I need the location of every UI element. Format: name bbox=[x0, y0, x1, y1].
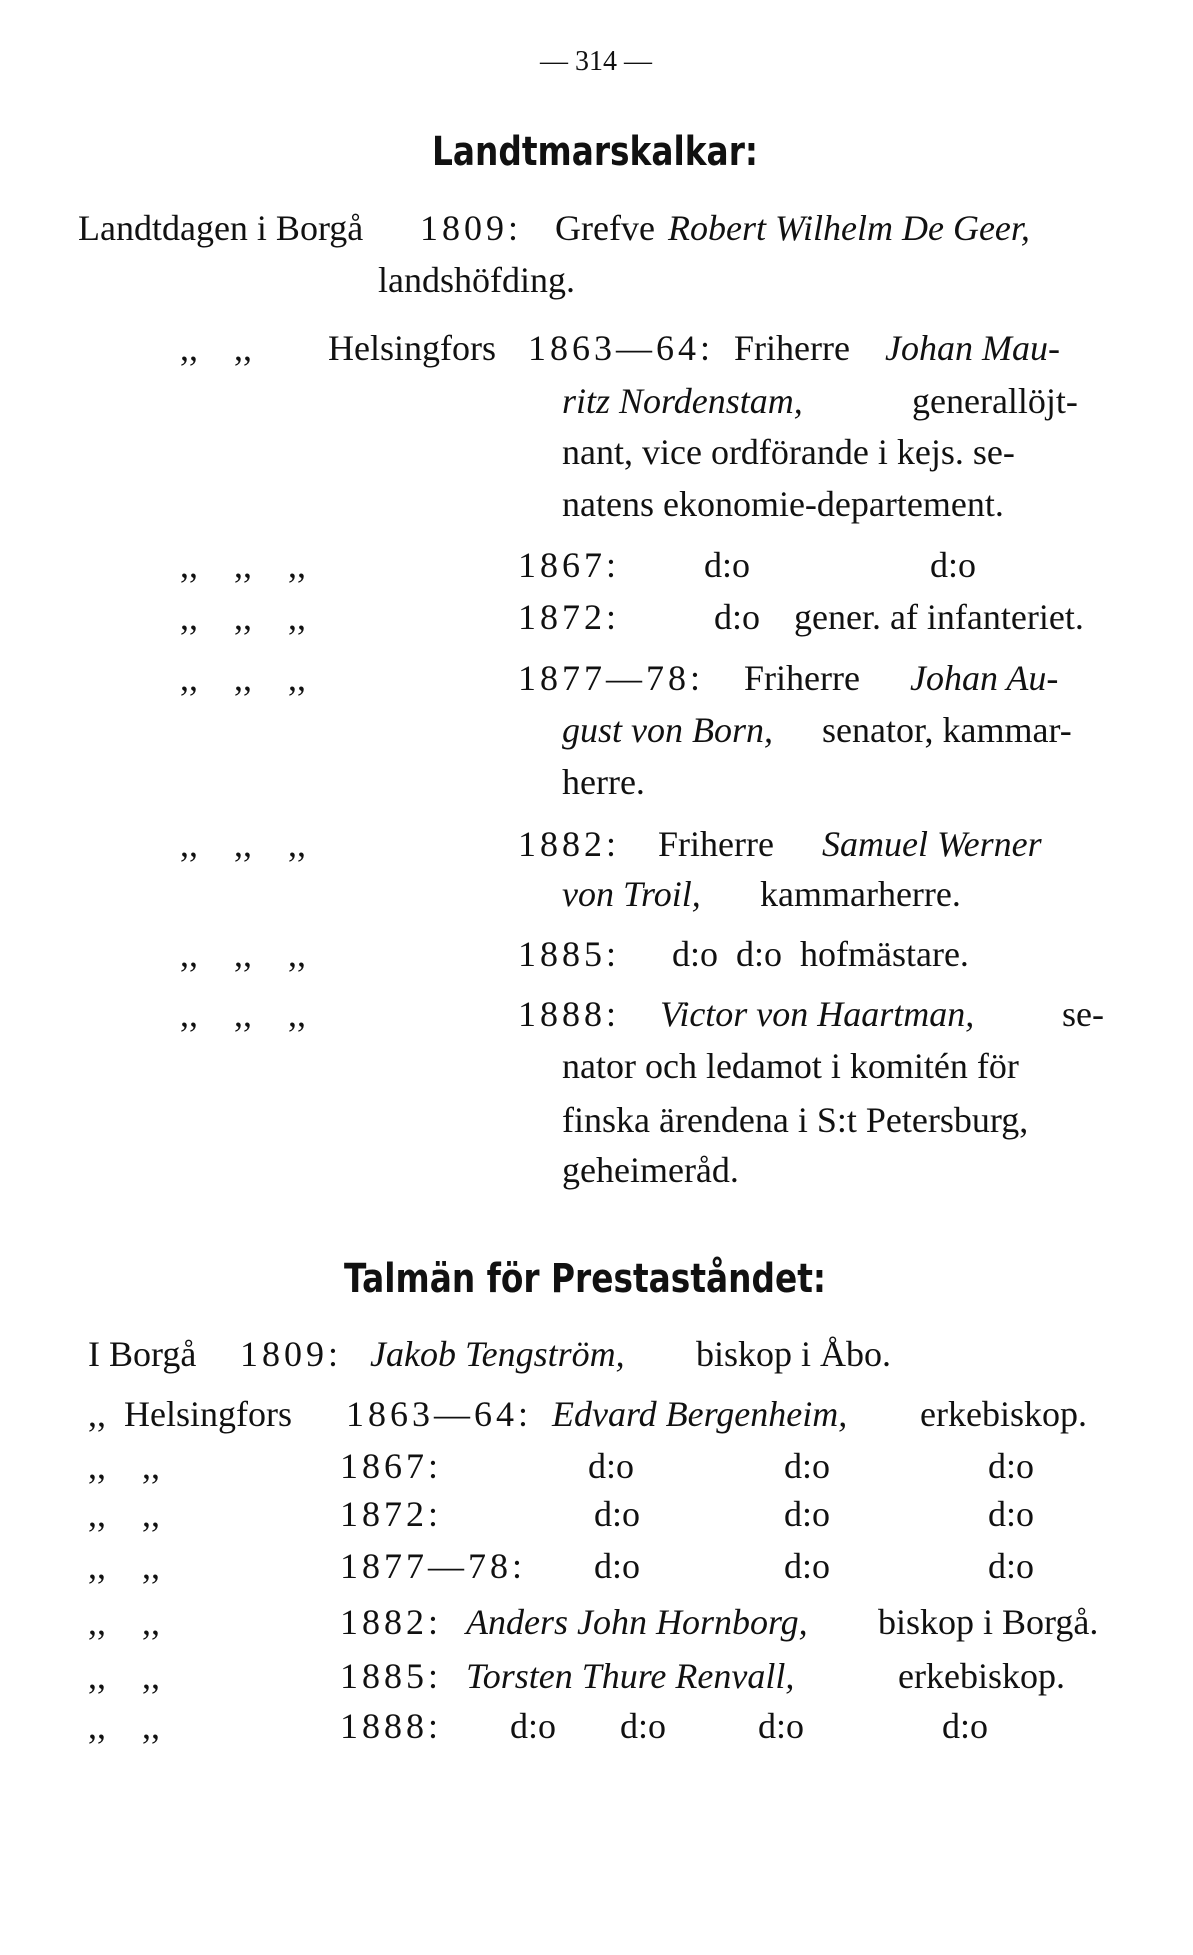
entry-ditto: d:o bbox=[988, 1546, 1035, 1586]
entry-text: natens ekonomie-departement. bbox=[562, 484, 1004, 524]
section-title-talman: Talmän för Prestaståndet: bbox=[344, 1256, 827, 1302]
entry-text: d:o d:o hofmästare. bbox=[672, 934, 969, 974]
entry-date: 1885: bbox=[518, 934, 621, 974]
entry-name: Victor von Haartman, bbox=[660, 994, 975, 1034]
entry-name: ritz Nordenstam, bbox=[562, 381, 803, 421]
entry-ditto: d:o bbox=[988, 1446, 1035, 1486]
entry-date: 1872: bbox=[340, 1494, 443, 1534]
entry-text: geheimeråd. bbox=[562, 1150, 739, 1190]
entry-ditto: d:o bbox=[784, 1494, 831, 1534]
entry-ditto: d:o bbox=[988, 1494, 1035, 1534]
ditto-marks: ,, ,, ,, bbox=[180, 934, 306, 974]
entry-ditto: d:o bbox=[704, 545, 751, 585]
entry-rank: Friherre bbox=[734, 328, 850, 368]
ditto-marks: ,, ,, bbox=[88, 1656, 160, 1696]
entry-text: nant, vice ordförande i kejs. se- bbox=[562, 432, 1015, 472]
entry-text: erkebiskop. bbox=[920, 1394, 1087, 1434]
entry-rank: Grefve bbox=[555, 208, 655, 248]
entry-ditto: d:o bbox=[594, 1546, 641, 1586]
entry-text: nator och ledamot i komitén för bbox=[562, 1046, 1019, 1086]
entry-text: se- bbox=[1062, 994, 1104, 1034]
entry-date: 1867: bbox=[518, 545, 621, 585]
entry-ditto: d:o bbox=[510, 1706, 557, 1746]
entry-text: gener. af infanteriet. bbox=[794, 597, 1084, 637]
entry-date: 1863—64: bbox=[528, 328, 715, 368]
entry-name: von Troil, bbox=[562, 874, 701, 914]
entry-text: senator, kammar- bbox=[822, 710, 1072, 750]
entry-name: Anders John Hornborg, bbox=[466, 1602, 808, 1642]
entry-continuation: landshöfding. bbox=[378, 260, 575, 300]
entry-ditto: d:o bbox=[588, 1446, 635, 1486]
entry-place: Landtdagen i Borgå bbox=[78, 208, 364, 248]
entry-text: kammarherre. bbox=[760, 874, 961, 914]
entry-text: erkebiskop. bbox=[898, 1656, 1065, 1696]
entry-ditto: d:o bbox=[784, 1546, 831, 1586]
ditto-marks: ,, ,, bbox=[88, 1494, 160, 1534]
entry-date: 1867: bbox=[340, 1446, 443, 1486]
entry-date: 1863—64: bbox=[346, 1394, 533, 1434]
entry-ditto: d:o bbox=[942, 1706, 989, 1746]
page-number: — 314 — bbox=[540, 46, 652, 77]
entry-name: Samuel Werner bbox=[822, 824, 1042, 864]
entry-ditto: d:o bbox=[620, 1706, 667, 1746]
entry-rank: Friherre bbox=[744, 658, 860, 698]
entry-date: 1888: bbox=[340, 1706, 443, 1746]
entry-text: biskop i Åbo. bbox=[696, 1334, 892, 1374]
entry-text: biskop i Borgå. bbox=[878, 1602, 1099, 1642]
ditto-marks: ,, ,, bbox=[180, 328, 252, 368]
entry-name: Edvard Bergenheim, bbox=[552, 1394, 848, 1434]
entry-ditto: d:o bbox=[594, 1494, 641, 1534]
entry-place: Helsingfors bbox=[328, 328, 496, 368]
entry-date: 1809: bbox=[420, 208, 523, 248]
entry-name: gust von Born, bbox=[562, 710, 773, 750]
entry-ditto: d:o bbox=[784, 1446, 831, 1486]
entry-text: herre. bbox=[562, 762, 645, 802]
ditto-marks: ,, ,, ,, bbox=[180, 994, 306, 1034]
entry-date: 1877—78: bbox=[340, 1546, 527, 1586]
entry-text: generallöjt- bbox=[912, 381, 1078, 421]
entry-rank: Friherre bbox=[658, 824, 774, 864]
ditto-marks: ,, ,, ,, bbox=[180, 545, 306, 585]
entry-date: 1872: bbox=[518, 597, 621, 637]
entry-name: Jakob Tengström, bbox=[370, 1334, 625, 1374]
entry-date: 1877—78: bbox=[518, 658, 705, 698]
entry-prefix: ,, Helsingfors bbox=[88, 1394, 292, 1434]
section-title-landtmarskalkar: Landtmarskalkar: bbox=[432, 129, 758, 175]
entry-date: 1882: bbox=[340, 1602, 443, 1642]
ditto-marks: ,, ,, bbox=[88, 1706, 160, 1746]
ditto-marks: ,, ,, bbox=[88, 1602, 160, 1642]
ditto-marks: ,, ,, bbox=[88, 1546, 160, 1586]
entry-name: Robert Wilhelm De Geer, bbox=[668, 208, 1030, 248]
ditto-marks: ,, ,, bbox=[88, 1446, 160, 1486]
ditto-marks: ,, ,, ,, bbox=[180, 658, 306, 698]
entry-ditto: d:o bbox=[930, 545, 977, 585]
entry-name: Torsten Thure Renvall, bbox=[466, 1656, 795, 1696]
entry-name: Johan Au- bbox=[910, 658, 1059, 698]
entry-date: 1885: bbox=[340, 1656, 443, 1696]
ditto-marks: ,, ,, ,, bbox=[180, 597, 306, 637]
entry-text: finska ärendena i S:t Petersburg, bbox=[562, 1100, 1029, 1140]
entry-ditto: d:o bbox=[714, 597, 761, 637]
entry-date: 1809: bbox=[240, 1334, 343, 1374]
entry-prefix: I Borgå bbox=[88, 1334, 197, 1374]
entry-date: 1882: bbox=[518, 824, 621, 864]
entry-ditto: d:o bbox=[758, 1706, 805, 1746]
entry-name: Johan Mau- bbox=[885, 328, 1060, 368]
ditto-marks: ,, ,, ,, bbox=[180, 824, 306, 864]
entry-date: 1888: bbox=[518, 994, 621, 1034]
